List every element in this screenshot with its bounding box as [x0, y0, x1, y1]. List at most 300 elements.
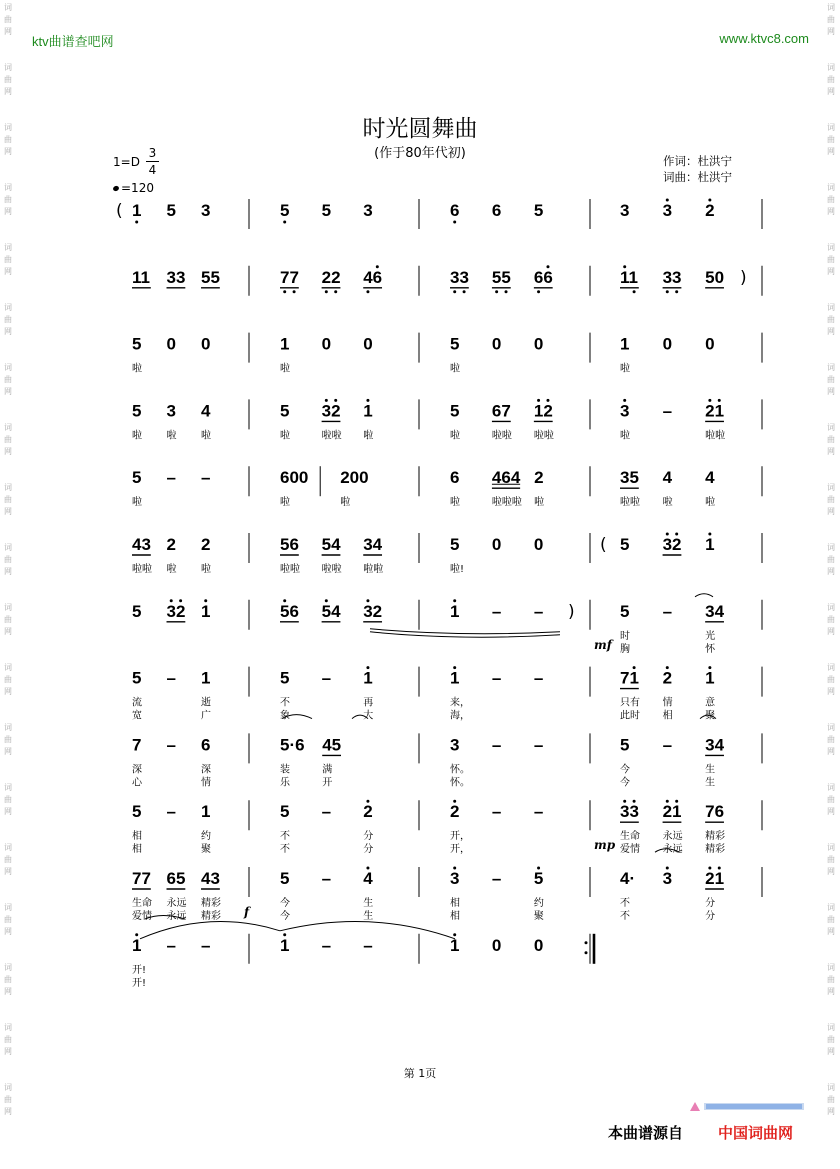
header-site-url: www.ktvc8.com	[719, 31, 809, 46]
lyric: 不	[280, 697, 290, 709]
note: 1	[620, 334, 630, 354]
lyric: 生	[363, 911, 374, 922]
note: 0	[363, 334, 373, 354]
watermark-char: 词	[827, 243, 835, 252]
note: 12	[533, 401, 553, 421]
watermark-char: 曲	[4, 614, 12, 624]
lyric: 啦	[534, 497, 545, 509]
octave-dot	[325, 290, 328, 293]
octave-dot	[675, 800, 678, 803]
note: 5	[132, 401, 142, 421]
lyric: 开	[322, 777, 333, 789]
lyric: 装	[280, 764, 290, 776]
watermark-char: 网	[827, 626, 835, 636]
note: 21	[662, 802, 682, 822]
watermark-char: 词	[827, 963, 835, 972]
watermark-char: 曲	[827, 434, 835, 444]
note: 4	[201, 401, 211, 421]
lyric: 乐	[280, 777, 290, 789]
octave-dot	[453, 666, 456, 669]
lyric: 只有	[620, 697, 640, 709]
octave-dot	[708, 666, 711, 669]
lyric: 啦	[620, 363, 630, 375]
note: –	[662, 735, 673, 755]
watermark-char: 曲	[827, 134, 835, 144]
note: 2	[450, 802, 460, 822]
lyric: 永远	[166, 911, 187, 922]
watermark-char: 网	[827, 206, 835, 216]
note: 0	[491, 334, 502, 354]
lyric: 不	[280, 831, 290, 843]
watermark-char: 网	[4, 146, 12, 156]
lyric: 情	[662, 697, 673, 709]
note: –	[491, 735, 502, 755]
watermark-char: 词	[827, 843, 835, 852]
lyric: 啦	[340, 497, 351, 509]
octave-dot	[366, 800, 369, 803]
watermark-char: 网	[827, 326, 835, 336]
lyric: 约	[533, 898, 544, 909]
octave-dot	[204, 599, 207, 602]
note: 33	[620, 802, 639, 822]
note: –	[201, 935, 211, 955]
note: 1	[201, 668, 211, 688]
watermark-char: 网	[4, 746, 12, 756]
note: –	[321, 668, 332, 688]
watermark-char: 网	[827, 386, 835, 396]
watermark-char: 曲	[827, 794, 835, 804]
lyric: 相	[132, 844, 142, 856]
note: 32	[662, 535, 682, 554]
composer-credit: 词曲：杜洪宁	[663, 170, 732, 184]
lyric: 啦	[280, 363, 290, 375]
note: 7	[132, 735, 142, 755]
watermark-char: 词	[4, 1083, 12, 1092]
watermark-char: 词	[4, 303, 12, 312]
watermark-char: 词	[4, 123, 12, 132]
lyric: 啦啦	[620, 497, 640, 509]
time-signature-numerator: 3	[148, 146, 157, 160]
watermark-char: 词	[4, 183, 12, 192]
lyric: 啦	[280, 430, 290, 442]
watermark-char: 曲	[4, 974, 12, 984]
watermark-char: 词	[827, 1023, 835, 1032]
note: 5·6	[280, 735, 305, 755]
octave-dot	[546, 265, 549, 268]
watermark-char: 曲	[827, 674, 835, 684]
octave-dot	[537, 290, 540, 293]
lyric: 不	[620, 911, 630, 922]
lyric: 开!	[132, 977, 147, 989]
watermark-char: 词	[4, 903, 12, 912]
lyric: 开，	[450, 831, 470, 843]
octave-dot	[453, 599, 456, 602]
lyric: 啦	[662, 497, 673, 509]
octave-dot	[633, 800, 636, 803]
dynamic-mark: mp	[594, 838, 616, 853]
note: 0	[533, 935, 544, 955]
lyric: 分	[705, 911, 716, 922]
lyric: 今	[280, 911, 290, 922]
watermark-char: 网	[4, 1046, 12, 1056]
lyric: 啦啦	[280, 564, 300, 575]
note: 3	[166, 401, 176, 421]
note: 6	[450, 201, 460, 220]
watermark-char: 网	[4, 386, 12, 396]
tempo-value: =120	[121, 181, 154, 195]
watermark-char: 网	[827, 806, 835, 816]
note: 3	[620, 401, 630, 421]
watermark-char: 词	[827, 903, 835, 912]
lyric: 来，	[450, 697, 470, 709]
note: 2	[705, 201, 715, 220]
note: 55	[201, 267, 220, 287]
note: 1	[280, 935, 290, 955]
watermark-char: 词	[4, 483, 12, 492]
note: 2	[534, 468, 544, 488]
note: 5	[132, 668, 142, 688]
parenthesis: )	[568, 601, 575, 622]
watermark-char: 词	[827, 1083, 835, 1092]
note: 66	[533, 267, 553, 287]
lyric: 精彩	[705, 831, 726, 843]
watermark-char: 曲	[4, 254, 12, 264]
note: 32	[321, 401, 341, 421]
note: –	[491, 668, 502, 688]
note: 4	[363, 869, 373, 888]
lyric: 啦	[450, 497, 460, 509]
watermark-char: 词	[827, 663, 835, 672]
note: 2	[363, 802, 373, 822]
lyric: 怀。	[450, 764, 470, 776]
octave-dot	[463, 290, 466, 293]
watermark-char: 词	[4, 783, 12, 792]
note: 5	[321, 201, 332, 220]
octave-dot	[170, 599, 173, 602]
note: 2	[201, 535, 211, 554]
octave-dot	[708, 399, 711, 402]
note: 4	[662, 468, 673, 488]
lyric: 啦	[705, 497, 716, 509]
note: 5	[620, 601, 630, 621]
watermark-char: 词	[4, 543, 12, 552]
watermark-char: 曲	[827, 314, 835, 324]
lyric: 相	[450, 911, 460, 922]
note: 5	[132, 468, 142, 488]
lyric: 啦	[280, 497, 290, 509]
watermark-char: 词	[4, 723, 12, 732]
lyric: 分	[705, 898, 716, 909]
note: 1	[132, 201, 142, 220]
note: 65	[166, 869, 186, 888]
watermark-char: 曲	[4, 374, 12, 384]
note: 5	[280, 869, 290, 888]
octave-dot	[334, 399, 337, 402]
watermark-char: 网	[4, 326, 12, 336]
watermark-char: 网	[4, 206, 12, 216]
note: 1	[201, 601, 211, 621]
octave-dot	[623, 265, 626, 268]
lyric: 相	[450, 898, 460, 909]
note: 200	[340, 468, 369, 488]
watermark-char: 曲	[4, 914, 12, 924]
lyric: 今	[620, 777, 630, 789]
note: –	[166, 735, 176, 755]
watermark-char: 曲	[4, 734, 12, 744]
watermark-char: 曲	[827, 554, 835, 564]
octave-dot	[633, 666, 636, 669]
watermark-char: 词	[827, 483, 835, 492]
note: 1	[450, 601, 460, 621]
watermark-char: 网	[4, 566, 12, 576]
note: 33	[450, 267, 469, 287]
watermark-char: 曲	[4, 1094, 12, 1104]
octave-dot	[453, 221, 456, 224]
octave-dot	[453, 290, 456, 293]
lyric: 深	[201, 764, 212, 776]
watermark-char: 词	[4, 843, 12, 852]
octave-dot	[718, 399, 721, 402]
lyric: 精彩	[201, 898, 222, 909]
watermark-char: 网	[4, 506, 12, 516]
lyric: 大	[363, 710, 374, 722]
note: 43	[201, 869, 220, 888]
parenthesis: (	[600, 535, 607, 555]
note: –	[321, 935, 332, 955]
song-subtitle: (作于80年代初)	[374, 146, 466, 161]
lyric: 相	[662, 710, 673, 722]
watermark-char: 网	[4, 86, 12, 96]
note: 5	[533, 201, 544, 220]
lyric: 相	[132, 831, 142, 843]
octave-dot	[453, 867, 456, 870]
note: 5	[132, 601, 142, 621]
watermark-char: 词	[827, 183, 835, 192]
watermark-char: 曲	[827, 1034, 835, 1044]
note: –	[166, 802, 176, 822]
note: 1	[450, 935, 460, 955]
note: 0	[662, 334, 673, 354]
watermark-char: 网	[4, 1106, 12, 1116]
lyric: 此时	[620, 710, 640, 722]
lyric: 啦	[201, 564, 212, 575]
lyric: 啦	[201, 430, 212, 442]
watermark-char: 曲	[4, 74, 12, 84]
lyric: 啦	[132, 363, 142, 375]
watermark-char: 词	[4, 363, 12, 372]
watermark-char: 词	[827, 123, 835, 132]
note: 56	[280, 535, 299, 554]
note: 6	[201, 735, 211, 755]
watermark-char: 曲	[4, 794, 12, 804]
watermark-char: 词	[827, 303, 835, 312]
note: 0	[533, 334, 544, 354]
note: 1	[450, 668, 460, 688]
slur	[695, 594, 713, 597]
lyric: 爱情	[620, 844, 640, 856]
octave-dot	[325, 399, 328, 402]
octave-dot	[708, 199, 711, 202]
lyric: 怀。	[450, 777, 470, 789]
note: 0	[491, 535, 502, 554]
octave-dot	[666, 290, 669, 293]
watermark-char: 网	[827, 1106, 835, 1116]
note: –	[662, 401, 673, 421]
parenthesis: (	[116, 201, 123, 221]
note: 4	[705, 468, 715, 488]
octave-dot	[666, 533, 669, 536]
watermark-char: 曲	[827, 854, 835, 864]
octave-dot	[505, 290, 508, 293]
octave-dot	[537, 867, 540, 870]
lyric: 心	[132, 777, 142, 789]
note: 35	[620, 468, 639, 488]
octave-dot	[135, 933, 138, 936]
note: 1	[705, 535, 715, 554]
note: –	[662, 601, 673, 621]
lyric: 啦啦	[491, 430, 512, 442]
note: 56	[280, 601, 299, 621]
octave-dot	[633, 290, 636, 293]
octave-dot	[366, 867, 369, 870]
octave-dot	[585, 941, 588, 944]
note: 32	[166, 601, 186, 621]
octave-dot	[366, 399, 369, 402]
note: 67	[491, 401, 511, 421]
octave-dot	[325, 599, 328, 602]
note: 3	[450, 735, 460, 755]
note: –	[533, 735, 544, 755]
octave-dot	[283, 290, 286, 293]
watermark-char: 词	[4, 963, 12, 972]
watermark-char: 网	[827, 26, 835, 36]
lyric: 象	[280, 710, 290, 722]
note: 0	[705, 334, 715, 354]
lyric: 光	[705, 630, 716, 642]
lyric: 生	[705, 777, 716, 789]
note: –	[491, 601, 502, 621]
octave-dot	[708, 533, 711, 536]
note: 46	[363, 267, 383, 287]
watermark-char: 曲	[827, 74, 835, 84]
note: –	[166, 468, 176, 488]
note: 77	[132, 869, 151, 888]
watermark-char: 词	[827, 783, 835, 792]
watermark-char: 词	[827, 3, 835, 12]
watermark-char: 曲	[4, 314, 12, 324]
watermark-char: 词	[4, 3, 12, 12]
lyric: 永远	[662, 844, 683, 856]
lyricist-credit: 作词：杜洪宁	[663, 154, 732, 168]
watermark-char: 词	[827, 63, 835, 72]
note: 3	[662, 201, 673, 220]
watermark-char: 网	[827, 446, 835, 456]
lyric: 满	[322, 764, 333, 776]
watermark-char: 曲	[827, 614, 835, 624]
note: –	[321, 869, 332, 888]
note: –	[201, 468, 211, 488]
lyric: 流	[132, 697, 142, 709]
octave-dot	[366, 599, 369, 602]
watermark-char: 网	[827, 866, 835, 876]
lyric: 啦	[450, 363, 460, 375]
watermark-char: 网	[4, 446, 12, 456]
lyric: 情	[201, 777, 212, 789]
note: 54	[321, 535, 341, 554]
watermark-char: 曲	[4, 554, 12, 564]
watermark-char: 网	[827, 506, 835, 516]
note: 54	[321, 601, 341, 621]
lyric: 啦	[166, 564, 177, 575]
note: 5	[533, 869, 544, 888]
note: 45	[322, 735, 342, 755]
lyric: 啦啦	[321, 564, 342, 575]
watermark-char: 曲	[827, 734, 835, 744]
note: 5	[280, 401, 290, 421]
note: 3	[620, 201, 630, 220]
watermark-char: 词	[4, 63, 12, 72]
lyric: 不	[280, 844, 290, 856]
octave-dot	[546, 399, 549, 402]
note: 5	[450, 535, 460, 554]
note: 55	[491, 267, 511, 287]
page-number: 第 1页	[403, 1067, 437, 1080]
watermark-char: 网	[4, 686, 12, 696]
watermark-char: 曲	[827, 254, 835, 264]
octave-dot	[666, 666, 669, 669]
watermark-char: 曲	[827, 914, 835, 924]
note: 34	[363, 535, 383, 554]
octave-dot	[666, 199, 669, 202]
lyric: 分	[363, 844, 374, 856]
lyric: 精彩	[201, 911, 222, 922]
octave-dot	[623, 399, 626, 402]
octave-dot	[283, 933, 286, 936]
watermark-char: 曲	[4, 1034, 12, 1044]
octave-dot	[623, 800, 626, 803]
source-site-name: 中国词曲网	[718, 1124, 794, 1142]
octave-dot	[334, 290, 337, 293]
note: 1	[280, 334, 290, 354]
note: 0	[166, 334, 176, 354]
note: 2	[166, 535, 176, 554]
site-logo-icon	[688, 1100, 808, 1113]
note: 5	[280, 802, 290, 822]
note: 3	[363, 201, 373, 220]
lyric: 开!	[132, 964, 147, 976]
note: 11	[620, 267, 638, 287]
note: 22	[321, 267, 341, 287]
octave-dot	[135, 221, 138, 224]
note: 6	[491, 201, 502, 220]
note: 5	[620, 535, 630, 554]
lyric: 啦	[132, 430, 142, 442]
watermark-char: 曲	[827, 974, 835, 984]
lyric: 啦啦	[533, 430, 554, 442]
watermark-char: 词	[827, 363, 835, 372]
lyric: 啦!	[450, 564, 465, 575]
lyric: 广	[201, 710, 212, 722]
note: –	[363, 935, 373, 955]
octave-dot	[366, 290, 369, 293]
note: 5	[450, 401, 460, 421]
octave-dot	[675, 290, 678, 293]
watermark-char: 网	[4, 866, 12, 876]
note: 1	[363, 668, 373, 688]
lyric: 啦啦	[321, 430, 342, 442]
note: 76	[705, 802, 725, 822]
lyric: 再	[363, 697, 374, 709]
